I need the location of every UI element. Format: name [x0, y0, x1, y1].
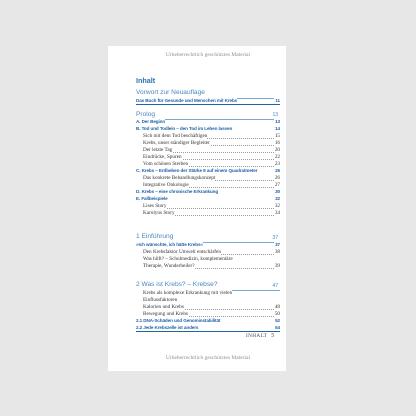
toc-entry-page: 38: [274, 249, 280, 255]
toc-entry-label: »Ich wünschte, ich hätte Krebs«: [136, 242, 203, 247]
footer-label: INHALT: [246, 333, 268, 339]
toc-entry-label: Integrative Onkologie: [136, 182, 189, 189]
toc-entry-page: 23: [274, 161, 280, 167]
toc-entry-page: 16: [274, 140, 280, 146]
toc-entry-label: 2.2 Jede Krebszelle ist anders: [136, 325, 199, 330]
toc-entry[interactable]: [136, 318, 280, 325]
toc-entry-label: 2.1 DNA-Schäden und Genominstabilität: [136, 318, 221, 323]
toc-entry-label: Therapie, Wunderheiler?: [136, 263, 195, 270]
toc-entry-label: Karolyns Story: [136, 210, 175, 217]
toc-entry-page: 15: [274, 133, 280, 139]
toc-entry-label: Krebs, unser ständiger Begleiter: [136, 140, 210, 147]
toc-entry[interactable]: [136, 175, 280, 182]
toc-entry-page: 32: [274, 203, 280, 209]
page-title: Inhalt: [136, 76, 156, 85]
toc-entry[interactable]: [136, 126, 280, 133]
toc-entry-label: Sich mit dem Tod beschäftigen: [136, 133, 207, 140]
watermark-top: Urheberrechtlich geschütztes Material: [165, 52, 251, 58]
toc-entry-page: 27: [274, 182, 280, 188]
section-title: 1 Einführung: [136, 233, 174, 240]
toc-entry-page: 48: [274, 304, 280, 310]
toc-entry-page: 22: [274, 154, 280, 160]
toc-entry[interactable]: [136, 325, 280, 332]
toc-entry[interactable]: [136, 189, 280, 196]
toc-entry-label: Das konkrete Behandlungskonzept: [136, 175, 215, 182]
toc-entry-label: D. Krebs – eine chronische Erkrankung: [136, 189, 219, 194]
toc-entry[interactable]: [136, 203, 280, 210]
toc-entry-page: 37: [275, 242, 280, 247]
section-page: 37: [272, 235, 278, 241]
toc-entry-label: Was hilft? – Schulmedizin, komplementäre: [136, 256, 233, 263]
toc-entry-label: Lises Story: [136, 203, 167, 210]
toc-entry-page: 20: [274, 147, 280, 153]
toc-entry-label: Kalorien und Krebs: [136, 304, 184, 311]
toc-entry[interactable]: [136, 249, 280, 256]
toc-entry-page: 25: [275, 168, 280, 173]
toc-entry[interactable]: [136, 210, 280, 217]
toc-entry[interactable]: [136, 263, 280, 270]
toc-entry[interactable]: [136, 256, 280, 263]
toc-entry-label: B. Tod und Todlein – den Tod im Leben lassen: [136, 126, 233, 131]
toc-entry-label: E. Fallbeispiele: [136, 196, 168, 201]
toc-entry[interactable]: [136, 98, 280, 105]
toc-entry-label: Einflussfaktoren: [136, 297, 177, 304]
toc-entry-label: Eindrücke, Spuren: [136, 154, 182, 161]
toc-entry-label: C. Krebs – Erdbeben der Stärke 8 auf einem Quadratmeter: [136, 168, 258, 173]
toc-entry-page: 54: [275, 325, 280, 330]
toc-entry-label: Vom schönen Sterben: [136, 161, 188, 168]
toc-entry-page: 50: [274, 311, 280, 317]
toc-entry-page: 14: [275, 126, 280, 131]
toc-entry-label: Den Krebsfaktor Umwelt entschärfen: [136, 249, 221, 256]
toc-entry[interactable]: [136, 297, 280, 304]
toc-entry-label: Das Buch für Gesunde und Menschen mit Krebs: [136, 98, 238, 103]
toc-entry-page: 34: [274, 210, 280, 216]
section-page: 13: [272, 112, 278, 118]
watermark-bottom: Urheberrechtlich geschütztes Material: [165, 355, 251, 361]
toc-entry-label: Bewegung und Krebs: [136, 311, 188, 318]
toc-entry[interactable]: [136, 168, 280, 175]
toc-entry-page: 39: [274, 263, 280, 269]
toc-entry-label: Der letzte Tag: [136, 147, 172, 154]
toc-entry[interactable]: [136, 147, 280, 154]
section-title: 2 Was ist Krebs? – Krebse?: [136, 281, 218, 288]
toc-entry-page: 30: [275, 189, 280, 194]
toc-entry[interactable]: [136, 154, 280, 161]
section-page: 47: [272, 283, 278, 289]
toc-entry[interactable]: [136, 290, 280, 297]
toc-entry-page: 13: [275, 119, 280, 124]
toc-entry-label: A. Der Beginn: [136, 119, 166, 124]
toc-entry[interactable]: [136, 119, 280, 126]
toc-entry-page: 32: [275, 196, 280, 201]
toc-entry[interactable]: [136, 304, 280, 311]
running-footer: [246, 333, 275, 339]
section-title: Vorwort zur Neuauflage: [136, 89, 205, 96]
toc-entry[interactable]: [136, 311, 280, 318]
toc-entry[interactable]: [136, 161, 280, 168]
page-number: 5: [271, 333, 275, 339]
toc-entry[interactable]: [136, 133, 280, 140]
toc-entry-page: 26: [274, 175, 280, 181]
toc-entry[interactable]: [136, 182, 280, 189]
toc-entry-page: 52: [275, 318, 280, 323]
toc-entry-page: 11: [275, 98, 280, 103]
section-title: Prolog: [136, 111, 156, 118]
toc-entry[interactable]: [136, 140, 280, 147]
toc-entry[interactable]: [136, 196, 280, 203]
toc-entry[interactable]: [136, 242, 280, 249]
toc-entry-label: Krebs als komplexe Erkrankung mit vielen: [136, 290, 232, 297]
